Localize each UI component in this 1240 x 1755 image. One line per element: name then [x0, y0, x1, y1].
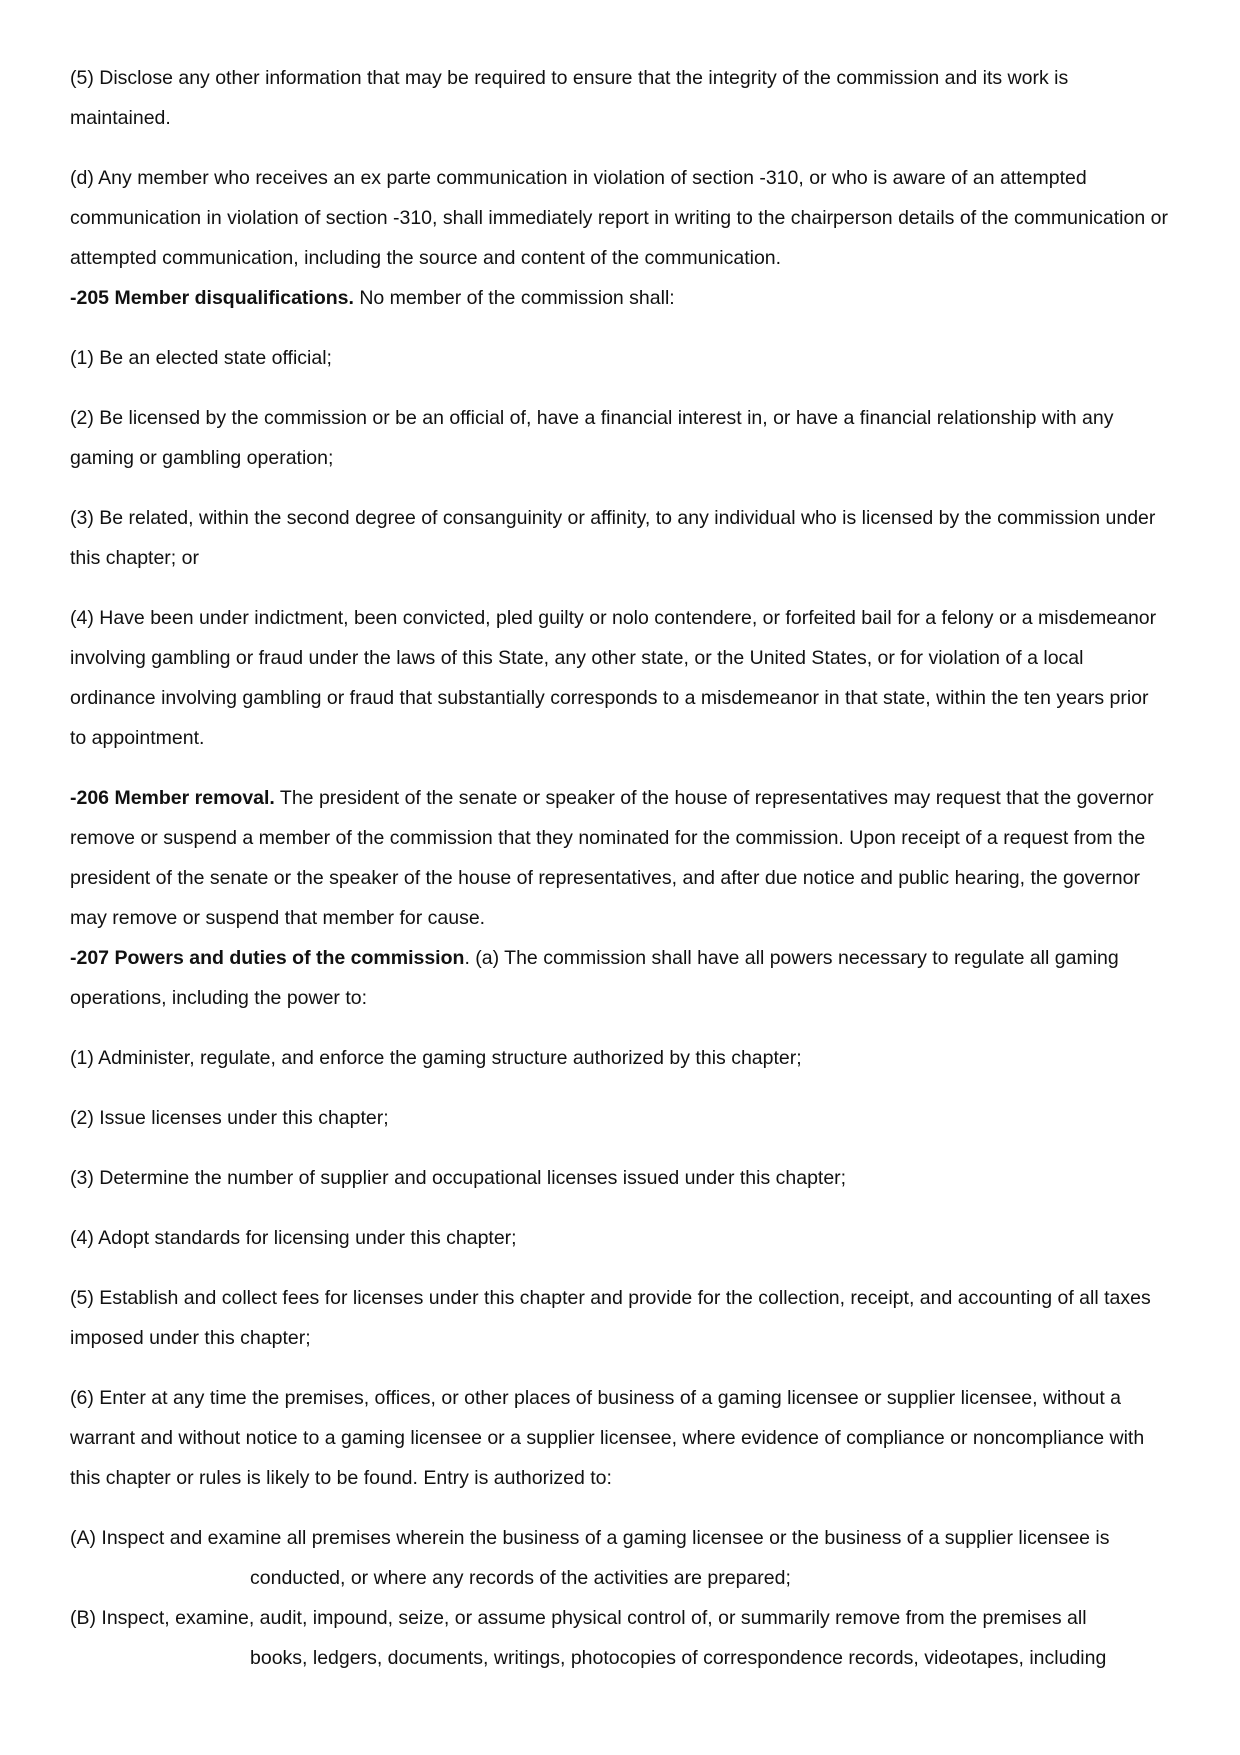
- section-207-text: . (a) The commission shall have all powers necessary to regulate all gaming operations, including the power to:: [70, 947, 1119, 1009]
- section-205-text: No member of the commission shall:: [353, 287, 675, 309]
- section-206-heading: -206 Member removal.: [70, 787, 275, 809]
- paragraph-207-3: (3) Determine the number of supplier and occupational licenses issued under this chapter;: [70, 1167, 847, 1189]
- paragraph-205-4: (4) Have been under indictment, been convicted, pled guilty or nolo contendere, or forfeited bail for a felony or a misdemeanor involving gambling or fraud under the laws of this State, any other state, or the United States, or for violation of a local ordinance involving gambling or fraud that substantially corresponds to a misdemeanor in that state, within the ten years prior to appointment.: [70, 607, 1157, 749]
- paragraph-207-1: (1) Administer, regulate, and enforce the gaming structure authorized by this chapter;: [70, 1047, 802, 1069]
- paragraph-207-6-b-first: (B) Inspect, examine, audit, impound, seize, or assume physical control of, or summarily remove from the premises all: [70, 1607, 1087, 1629]
- section-207: [70, 938, 1170, 1018]
- paragraph-c5: (5) Disclose any other information that may be required to ensure that the integrity of the commission and its work is maintained.: [70, 67, 1069, 129]
- paragraph-207-6-b-rest: books, ledgers, documents, writings, photocopies of correspondence records, videotapes, including: [250, 1647, 1107, 1669]
- section-205: [70, 278, 1170, 318]
- paragraph-d: (d) Any member who receives an ex parte communication in violation of section -310, or who is aware of an attempted communication in violation of section -310, shall immediately report in writing to the chairperson details of the communication or attempted communication, including the source and content of the communication.: [70, 167, 1168, 269]
- paragraph-207-2: (2) Issue licenses under this chapter;: [70, 1107, 389, 1129]
- paragraph-207-6-b: [70, 1598, 1170, 1678]
- paragraph-207-6-a: [70, 1518, 1170, 1598]
- section-206-text: The president of the senate or speaker of the house of representatives may request that the governor remove or suspend a member of the commission that they nominated for the commission. Upon receipt of a request from the president of the senate or the speaker of the house of representatives, and after due notice and public hearing, the governor may remove or suspend that member for cause.: [70, 787, 1154, 929]
- paragraph-205-3: (3) Be related, within the second degree of consanguinity or affinity, to any individual who is licensed by the commission under this chapter; or: [70, 507, 1156, 569]
- paragraph-207-6-a-rest: conducted, or where any records of the activities are prepared;: [250, 1567, 791, 1589]
- section-207-heading: -207 Powers and duties of the commission: [70, 947, 465, 969]
- section-206: [70, 778, 1170, 938]
- paragraph-205-2: (2) Be licensed by the commission or be an official of, have a financial interest in, or have a financial relationship with any gaming or gambling operation;: [70, 407, 1114, 469]
- paragraph-205-1: (1) Be an elected state official;: [70, 347, 332, 369]
- paragraph-207-6: (6) Enter at any time the premises, offices, or other places of business of a gaming licensee or supplier licensee, without a warrant and without notice to a gaming licensee or a supplier licensee, where evidence of compliance or noncompliance with this chapter or rules is likely to be found. Entry is authorized to:: [70, 1387, 1145, 1489]
- paragraph-207-6-a-first: (A) Inspect and examine all premises wherein the business of a gaming licensee or the business of a supplier licensee is: [70, 1527, 1110, 1549]
- section-205-heading: -205 Member disqualifications.: [70, 287, 354, 309]
- paragraph-207-4: (4) Adopt standards for licensing under this chapter;: [70, 1227, 517, 1249]
- paragraph-207-5: (5) Establish and collect fees for licenses under this chapter and provide for the collection, receipt, and accounting of all taxes imposed under this chapter;: [70, 1287, 1151, 1349]
